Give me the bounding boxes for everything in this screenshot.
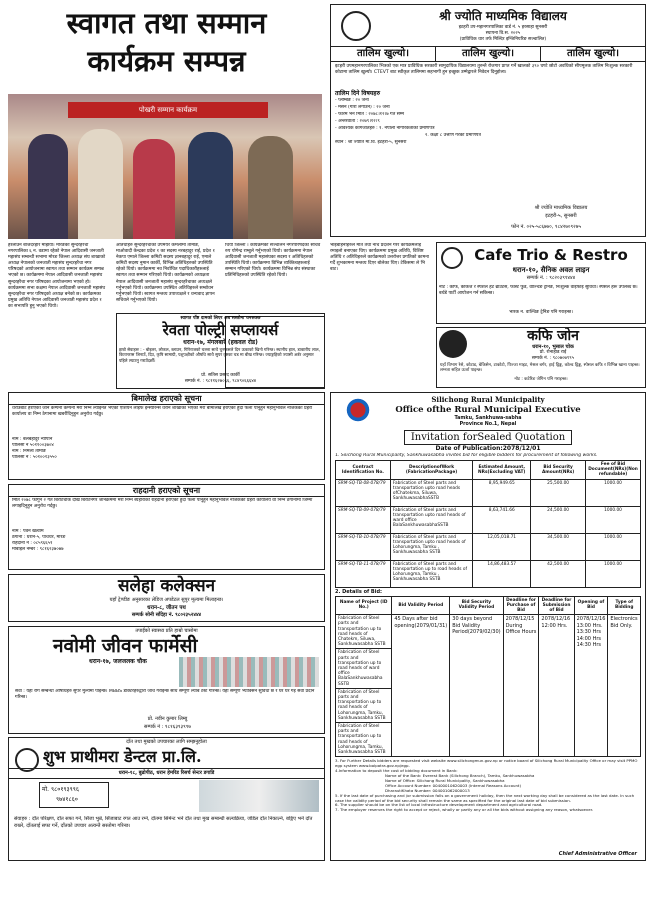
contracts-header-row [336, 461, 641, 480]
article-col-2: अतिथीहरु सुन्दरहरैचाको उपमेयर कमलामा तामाङ, माओवादी केन्द्रका प्रदेश १ का सदस्य नरबहादुर राई, प्रदेश १ नेकपा एमाले जिल्ला कमिटी सदस्य ज्ञानबहादुर राई, एमाले कमिटी सदस्य नुमान कार्की, विभिन्न अतिथिहरुको उपस्थिति रहेको थियो। कार्यक्रममा नव निर्वाचित पदाधिकारीहरुलाई स्वागत तथा सम्मान गरिएको थियो। कार्यक्रमको अध्यक्षता नेपाल आदिवासी जनजाती महासंघ सुन्दरहरैचाका अध्यक्षले गर्नुभएको थियो। कार्यक्रममा उपस्थित अतिथिहरुले सम्बोधन गर्नुभएको थियो। स्वागत मन्तव्य उपाध्यक्षले र धन्यवाद ज्ञापन सचिवले गर्नुभएको थियो। [116, 243, 215, 303]
training-sign-1: श्री ज्योति माध्यमिक विद्यालय [534, 205, 588, 211]
office-address-1: Tamku, Sankhuwa-sabha [454, 416, 522, 421]
notice-title: Invitation forSealed Quotation [404, 430, 572, 445]
contract-security: 34,500.00 [531, 533, 586, 560]
poultry-proprietor: प्रो. सतिस प्रसाद कार्की [201, 373, 240, 378]
lost-passport-title: राहदानी हराएको सूचना [9, 485, 324, 497]
coffee-address: धरान-१०, भुसाल चोक [532, 344, 574, 350]
poultry-address: धरान-१७, मंगलबारे (हकवल रोड) [183, 339, 258, 346]
coffee-zone-ad [436, 327, 646, 388]
bid-header-purchase: Deadline for Purchase of Bid [503, 596, 539, 615]
contract-estimate: 8,95,949.65 [473, 479, 531, 506]
lost-passport-phone: मोबाइल नम्बर : ९८१६२३७०७७ [12, 547, 64, 553]
saleha-address: धरान-८, जीतन पथ [147, 605, 186, 611]
saleha-collection-ad [8, 574, 325, 622]
municipality-name: Silichong Rural Municipality [431, 395, 545, 404]
contract-security: 42,500.00 [531, 560, 586, 587]
contract-fee: 1000.00 [586, 506, 641, 533]
fine-print-line: 7. The employer reserves the right to accept or reject, wholly or partly any or all the bids without assigning any reason, whatsoever. [335, 807, 594, 813]
table-row [336, 560, 641, 587]
school-logo-icon [341, 11, 371, 41]
contract-id: SRM-SQ-TB-10-078/79 [336, 533, 391, 560]
training-details [331, 98, 645, 147]
navo-name: नवोमी जीवन फार्मेसी [53, 635, 198, 657]
training-detail-4: - अन्तरवार्ता : २०७९।१२।९ [335, 119, 380, 124]
contract-fee: 1000.00 [586, 533, 641, 560]
bid-details-header-row [336, 596, 641, 615]
contract-security: 25,500.00 [531, 479, 586, 506]
bid-header-project: Name of Project (ID No.) [336, 596, 392, 615]
navo-shop-photo [179, 657, 319, 687]
lost-insurance-policy: पोलिसी नं ५०११००३७०४ [12, 443, 54, 449]
bid-opening-slot-1: 13:00 Hrs. [576, 622, 603, 629]
training-banner-3: तालिम खुल्यो। [566, 48, 620, 59]
contract-security: 24,500.00 [531, 506, 586, 533]
publication-date: Date of Publication:2078/12/01 [435, 445, 541, 452]
lost-insurance-policy-2: पोलिसी नं : ५०१००१३५५० [12, 455, 57, 461]
contract-fee: 1000.00 [586, 560, 641, 587]
contract-description: Fabrication of Steel parts and transportation upto road heads of Lohorungma, Tamku , Sankhuwasabha SSTB [390, 533, 472, 560]
bid-validity: 45 Days after bid opening(2079/01/31) [392, 615, 450, 757]
quotation-notice [330, 392, 646, 861]
training-banner-1: तालिम खुल्यो। [356, 48, 410, 59]
dental-services: सेवाहरु : दाँत परिक्षण, दाँत सफा गर्ने, सिंजा भुन्ने, सिंजाबाट रगत आउ रग्ने, दाँतमा सिमेन्ट भर्ने दाँत तथा मुख सम्बन्धी सल्यक्रिया, जंडिल दाँत निकाल्ने, बङ्गिए भर्ने दाँत राख्ने, दाँतलाई सफा गर्ने, दाँतको उपचार अत्यन्तै सस्तोमा गरिन्छ। [14, 816, 313, 829]
coffee-phone: सम्पर्क नं. : ९८०७०७९९५ [531, 356, 575, 361]
training-details-title: तालिम दिने विषयहरु [335, 90, 381, 97]
table-row [336, 506, 641, 533]
notice-fine-print [331, 757, 645, 813]
poultry-tagline: स्वागत र्पोष्ट दामको लिएर अब सस्तोमा धनसक्छ [180, 316, 261, 321]
saleha-name: सलेहा कलेक्सन [117, 576, 216, 596]
fine-print-line: 5. If the last date of purchasing and /or submission falls on a government holiday, then the next working day shall be considered as the last date. In such case the validity period of the bid security shall remain the same as specified for the original last date of bid submission. [335, 792, 635, 803]
office-address-2: Province No.1, Nepal [459, 422, 517, 427]
bid-details-table [335, 596, 641, 758]
notice-intro-text: Silichong Rural Municipality, Sankhuwasabha invites bid for eligible bidders for procurement of following works. [340, 453, 598, 458]
training-body: इटहरी उपमहानगरपालिका भित्रको एक मात्र प्राविधिक सरकारी सामुदायिक विद्यालयमा तुरुन्तै रोजगार प्राप्त गर्ने खालको ३९० घण्टे छोटो अवधिको सीपमूलक तालिम निःशुल्क सरकारी कोटामा तालिम खुल्यो। CTEVT बाट स्वीकृत तालिममा सहभागी हुन इच्छुक उम्मेद्वारले निवेदन दिनुहोला। [335, 64, 633, 76]
cafe-services: नोट : कफि, केकिज र स्पेशल हट ब्राउटस, फास्ट फुड, वाल्चिङ ट्रेनिङ, निःशुल्क वाइफाइ सुविधा। स्पेसल हरू उपलब्ध छ। बर्थडे पार्टी आयोजन गर्न सकिन्छ। [439, 285, 638, 297]
dental-name: शुभ प्राथीमरा डेन्टल प्रा.लि. [43, 747, 202, 766]
lost-insurance-holder: नाम : निर्मला तामाङ [12, 449, 46, 455]
notice-intro [331, 453, 645, 460]
navo-pharmacy-ad [8, 626, 325, 734]
poultry-services: हाम्रो सेवाहरू : - बोइलर, लोकल, ब्लाउन, गिरिराजको चल्ला साथै चुनफसले दिन ऊकाको खिनो गरिन्छ। स्थानीय हाल, डाक्टरीय लाल, कितान्तास जिनाउँ, दिउ, कृषि सामाग्री, पशुपक्षीको औषधि साथै सुपर वृष्टका चड मा बीख गरिन्छ। ज्याङ्गहिको ज्यासी अर्डर अनुसार पहिले ल्याउनु गराउँदछौँ। [119, 347, 320, 363]
training-detail-5: - आवश्यक कागजातहरु : १. नेपाली नागरिकताको प्रमाणपत्र [335, 126, 435, 131]
bid-project: Fabrication of Steel parts and transportation up to road heads of ward office BalaSankhuwasabha SSTB [336, 649, 392, 688]
photo-person-3 [133, 139, 175, 239]
photo-person-1 [28, 134, 68, 239]
navo-tagline: तपाईंको स्वास्थ्य प्रति हाम्रो चासोमा [135, 628, 198, 634]
training-sign-2: इटहरी-५, सुनसरी [545, 213, 577, 219]
bid-project: Fabrication of Steel parts and transportation up to road heads of Lohorungma, Tamku, Sankhuwasabha SSTB [336, 723, 392, 757]
bid-purchase-deadline: 2078/12/15 During Office Hours [503, 615, 539, 757]
notice-title-wrap [331, 430, 645, 445]
cafe-phone: सम्पर्क नं. : ९८२०३९१४४४ [526, 275, 576, 281]
school-established: स्थापना वि.स. २०२५ [485, 31, 521, 36]
fine-print-line: 6. The supplier should be on the list of local infrastructure development department and agricultural road. [335, 802, 543, 808]
bid-opening-slot-2: 13:30 Hrs [576, 629, 601, 636]
coffee-note: नोट : कटेरिङ जेगिन पनि गराइन्छ। [514, 377, 568, 382]
contracts-header-estimate: Estimated Amount, NRs(Excluding VAT) [473, 461, 531, 480]
bid-header-validity: Bid Validity Period [392, 596, 450, 615]
poultry-name: रेवता पोल्ट्री सप्लायर्स [162, 321, 279, 339]
training-detail-6: २. कक्षा ८ उत्तीर्ण गरेको प्रमाणपत्र [425, 133, 481, 138]
cafe-name: Cafe Trio & Restro [474, 246, 628, 264]
bid-project: Fabrication of Steel parts and transportation up to road heads of Chatekm, Siluwa, Sankhuwasabha SSTB [336, 615, 392, 649]
lost-passport-address: ठेगाना : धरान-५, पाँचथर, मोरङ [12, 535, 66, 541]
training-detail-3: - फारम भर्ने मिति : २०७८।१२।७ गते सम्म [335, 112, 404, 117]
training-banner-2: तालिम खुल्यो। [435, 47, 541, 61]
bid-opening-slot-3: 14:00 Hrs [576, 635, 601, 642]
photo-person-4 [188, 132, 233, 239]
contracts-table-wrap [331, 460, 645, 588]
welcome-title-line2: कार्यक्रम सम्पन्न [87, 44, 246, 78]
fine-print-line: Name of Office: Silichong Rural Municipality, Sankhuwasabha [385, 777, 505, 783]
dental-phone-box [39, 782, 109, 808]
bid-header-submission: Deadline for Submission of Bid [539, 596, 574, 615]
bid-project: Fabrication of Steel parts and transportation up to road heads of Lohorungma, Tamku, Sankhuwasabha SSTB [336, 688, 392, 722]
navo-phone: सम्पर्क नं : ९८१६३९३९९७ [144, 724, 191, 730]
navo-proprietor: प्रो. नवीन कुमार लिम्बु [147, 716, 188, 722]
training-detail-1: - प्लम्बिङ : २० जना [335, 98, 369, 103]
saleha-description: यहाँ ट्रेण्डीङ अनुसारका लेडिज अपडेटल सुपुर मूल्यमा मिलाइन्छ। [109, 597, 224, 603]
poultry-ad-full [116, 313, 325, 389]
contracts-header-description: DescriptionofWork (FabricationPackage) [390, 461, 472, 480]
notice-intro-number: 1. [335, 453, 340, 458]
navo-address: धरान-१७, जलजलक चौक [89, 658, 147, 665]
training-banner [331, 46, 645, 62]
fine-print-line: DharautiKhata Number: 004001062000013 [385, 787, 470, 793]
bid-header-type: Type of Bidding [608, 596, 641, 615]
dental-photo [199, 780, 319, 812]
contract-estimate: 12,05,018.71 [473, 533, 531, 560]
contract-fee: 1000.00 [586, 479, 641, 506]
bid-security-validity: 30 days beyond Bid Validity Period(2079/02/30) [450, 615, 503, 757]
notice-signature: Chief Administrative Officer [558, 851, 637, 857]
lost-insurance-name: नाम : बलबहादुर न्यौपाने [12, 437, 53, 442]
bid-details-table-wrap [331, 596, 645, 758]
table-row [336, 615, 641, 649]
bid-opening-date: 2078/12/16 [576, 616, 606, 623]
coffee-proprietor: प्रो. रोनाहाड राई [539, 350, 567, 355]
school-note: (प्राविधिक धार तर्फ मिल्दिर इन्जिनियरिङ सञ्चालित) [459, 37, 547, 42]
fine-print-line: 4.Information to deposit the cost of bidding document in Bank: [335, 768, 458, 774]
bid-type: Electronics Bid Only. [608, 615, 641, 757]
training-detail-7: स्थान : श्री ज्योति मा.वि. इटहरी-५, सुनसरी [335, 140, 407, 145]
saleha-contact: सम्पर्क सोनी साँदेहा नं. ९८०२३५२४४४ [131, 612, 202, 618]
bid-submission-deadline: 2078/12/16 12:00 Hrs. [539, 615, 574, 757]
welcome-title-line1: स्वागत तथा सम्मान [66, 6, 267, 40]
contract-id: SRM-SQ-TB-09-078/79 [336, 506, 391, 533]
poultry-phone: सम्पर्क नं. : ९८११६२७०६६, ९८४९०६६६४४ [184, 379, 257, 384]
cafe-trio-ad [436, 242, 646, 324]
article-continuation: भाइबहिनीहरुले मीत तथा नाच प्रदर्शन गरेर कार्यक्रमलाई रमाइलो बनाएका थिए। कार्यक्रममा प्रमुख अतिथि, विशिष्ट अतिथि र अतिथिहरुले कार्यक्रमको उत्तरोत्तर प्रगतिको कामना गर्दै शुभकामना मन्तव्य दिएर बोलेका थिए। टेकिसमा ले भि बाट। [330, 243, 429, 273]
article-col-3: थियो जिल्ला । कार्यक्रमको सञ्चालन नगरपरिषदका सचिव रुप योगेन्द्र राम्बुले गर्नुभएको थियो। कार्यक्रममा नेपाल आदिवासी जनजाती महासंघका सदस्य र अतिथिहरुको उपस्थिति थियो। कार्यक्रममा विभिन्न व्यक्तित्वहरुलाई सम्मान गरिएको थियो। कार्यक्रममा विभिन्न संघ संस्थाका प्रतिनिधिहरुको उपस्थिति रहेको थियो। [225, 243, 321, 279]
bid-details-title: 2. Details of Bid: [335, 588, 383, 595]
bid-header-opening: Opening of Bid [574, 596, 608, 615]
bid-opening-slot-4: 14:30 Hrs [576, 642, 601, 649]
contract-description: Fabrication of Steel parts and transportation up to road heads of Lohorungma, Tamku , Sankhuwasabha SSTB [390, 560, 472, 587]
table-row [336, 533, 641, 560]
welcome-title-box [8, 4, 325, 92]
cafe-note: भारक न. वाल्चिङ ट्रेनिङ पनि गराइन्छ। [509, 310, 573, 315]
fine-print-line: 3. For Further Details bidders are requested visit website www.silichongmun.gov.np or notice board of Silichong Rural Municipality Office or may visit PPMO egp system www.bolpatra.gov.np/egp. [335, 758, 638, 769]
contract-estimate: 8,63,741.66 [473, 506, 531, 533]
school-address: इटहरी उप-महानगरपालिका वार्ड नं. ५ हरसाहा सुनसरी [458, 25, 548, 30]
fine-print-line: Office Account Number: 00400010620003 (Internal Reasons Account) [385, 782, 521, 788]
contracts-header-security: Bid Security Amount(NRs) [531, 461, 586, 480]
event-photo [8, 94, 322, 239]
dental-clinic-ad [8, 737, 325, 861]
contract-id: SRM-SQ-TB-11-078/79 [336, 560, 391, 587]
bid-header-security: Bid Security Validity Period [450, 596, 503, 615]
school-training-ad [330, 4, 646, 237]
lost-insurance-title: बिमालेख हराएको सूचना [9, 393, 324, 405]
contracts-table [335, 460, 641, 588]
navo-services: सेवा : यहाँ रोग सम्बन्धी औषधिहरु सुपर मुल्यमा पाइन्छ। MBBS डाक्टरहरुद्वारा जाँच गराइन्छ साथै सम्पूर्ण ल्याब टेस्ट गरिन्छ। यहाँ सम्पूर्ण भ्याक्सिन सुविधा छ र घर घर गइ सेवा प्रदान गरिन्छ। [15, 689, 315, 701]
contract-description: Fabrication of Steel parts and transportation upto road heads of ward office BalaSankhuwasabhaSSTB [390, 506, 472, 533]
lost-insurance-notice [8, 392, 325, 480]
fine-print-line: Name of the Bank: Everest Bank (Silichong Branch), Tamku, Sankhuwasabha [385, 773, 535, 779]
nepal-emblem-icon [345, 397, 371, 423]
lost-passport-notice [8, 484, 325, 570]
contract-estimate: 14,86,483.57 [473, 560, 531, 587]
lost-passport-body: मिति २०७८ फागुन २ गते बिराटचौक देखि बिराटनगर जानेक्रममा मेरो निम्न ब्यहोराको राहदानी हराएको हुँदा फेला पार्नुहुने महानुभावले नजिकको प्रहरी कार्यालय वा निम्न ठेगानामा जिम्मा लगाइदिनुहुन अनुरोध गर्दछु। [12, 498, 313, 510]
school-name: श्री ज्योति माध्यमिक विद्यालय [439, 9, 567, 23]
office-name: Office ofthe Rural Municipal Executive [395, 405, 581, 415]
coffee-services: यहाँ विभाग रेसे, कोटाड, बेकिसेन, टाकोटो, पिज्जा माइट, मेसल बर्गर, हाई ड्रिङ्क, कोल्ड ड्रिङ्क, स्पेसल कफि र विभिन्न खाना पाइन्छ। लग्नता सहित ऊर्जा पाइन्छ। [440, 363, 640, 373]
cafe-logo-icon [441, 247, 463, 269]
article-col-1: हरलाउन बाजदरहार मझिया। मोरङको सुन्दरहरैचा नगरपालिका ६ न. वडामा रहेको नेपाल आदिवासी जनजाती महासंघ सम्बन्धी सभामा मोरङ जिल्ला अध्यक्ष संघ शाखाको अध्यक्ष नेपालको जनजाती महासंघ सुन्दरहरैचा नगर परिषदको आयोजनामा स्वागत तथा सम्मान कार्यक्रम सम्पन्न भएको छ। कार्यक्रममा नेपाल आदिवासी जनजाती महासंघ सुन्दरहरैचा नगर परिषदका आयोजनामा भएको हो। कार्यक्रममा सभा कक्षमा नेपाल आदिवासी जनजाती महासंघ सुन्दरहरैचा नगर परिषद्को अध्यक्ष बनेको छ। कार्यक्रमका प्रमुख अतिथि नेपाल आदिवासी जनजाती महासंघ प्रदेश १ का सभापति हुनु भएको थियो। [8, 243, 106, 309]
photo-person-2 [78, 129, 123, 239]
contracts-header-id: Contract Identification No. [336, 461, 391, 480]
dental-address: धरान-१८, बुढोपीठ, धरान हेमरिड रिसर्च सेन्टर डगाडि [9, 768, 324, 779]
contract-description: Fabrication of Steel parts and transportation upto road heads ofChatekma, Siluwa, SankhuwasabhaSSTB [390, 479, 472, 506]
lost-insurance-body: धराउबाट हराएको जाने कम्पनी कम्पनी मेरो निम्न ल्याइनेत भएको एशियन लाइफ इन्स्योरेन्स धरान शाखाका भएको मेरो बीमालेख हराएको हुँदा फेला पार्नुहुने महानुभावले नजिकको प्रहरी कार्यालय वा निम्न ठेगानामा खबरीदिनुहुन अनुरोध गर्दछु। [12, 406, 313, 418]
dental-logo-icon [15, 748, 39, 772]
coffee-logo-icon [439, 330, 467, 358]
photo-banner: पोखरी सम्मान कार्यक्रम [68, 102, 268, 118]
lost-passport-name: नाम : पवन खत्वाम [12, 529, 44, 534]
table-row [336, 479, 641, 506]
dental-phone-2: ९७४१८६० [56, 796, 78, 803]
bid-opening [574, 615, 608, 757]
training-detail-2: - मेसन (गारो लगाउने) : २० जना [335, 105, 390, 110]
lost-passport-number: राहदानी नं : ०८५९६६५१ [12, 541, 53, 547]
dental-phone-1: मो. ९८०१९३९९६ [42, 786, 80, 793]
photo-person-5 [248, 136, 293, 239]
coffee-name: कफि जोन [527, 328, 579, 344]
dental-tagline: दाँत तथा मुखको उपचारका लागि सम्झनुहोला [126, 739, 207, 745]
training-phone: फोन नं. ०२५-५८६७७०, ९८४२७०९२७५ [511, 224, 581, 230]
contract-id: SRM-SQ-TB-08-078/79 [336, 479, 391, 506]
cafe-address: धरान-१०, सैनिक अवल लाइन [512, 266, 590, 274]
contracts-header-fee: Fee of Bid Document(NRs)(Non refundable) [586, 461, 641, 480]
